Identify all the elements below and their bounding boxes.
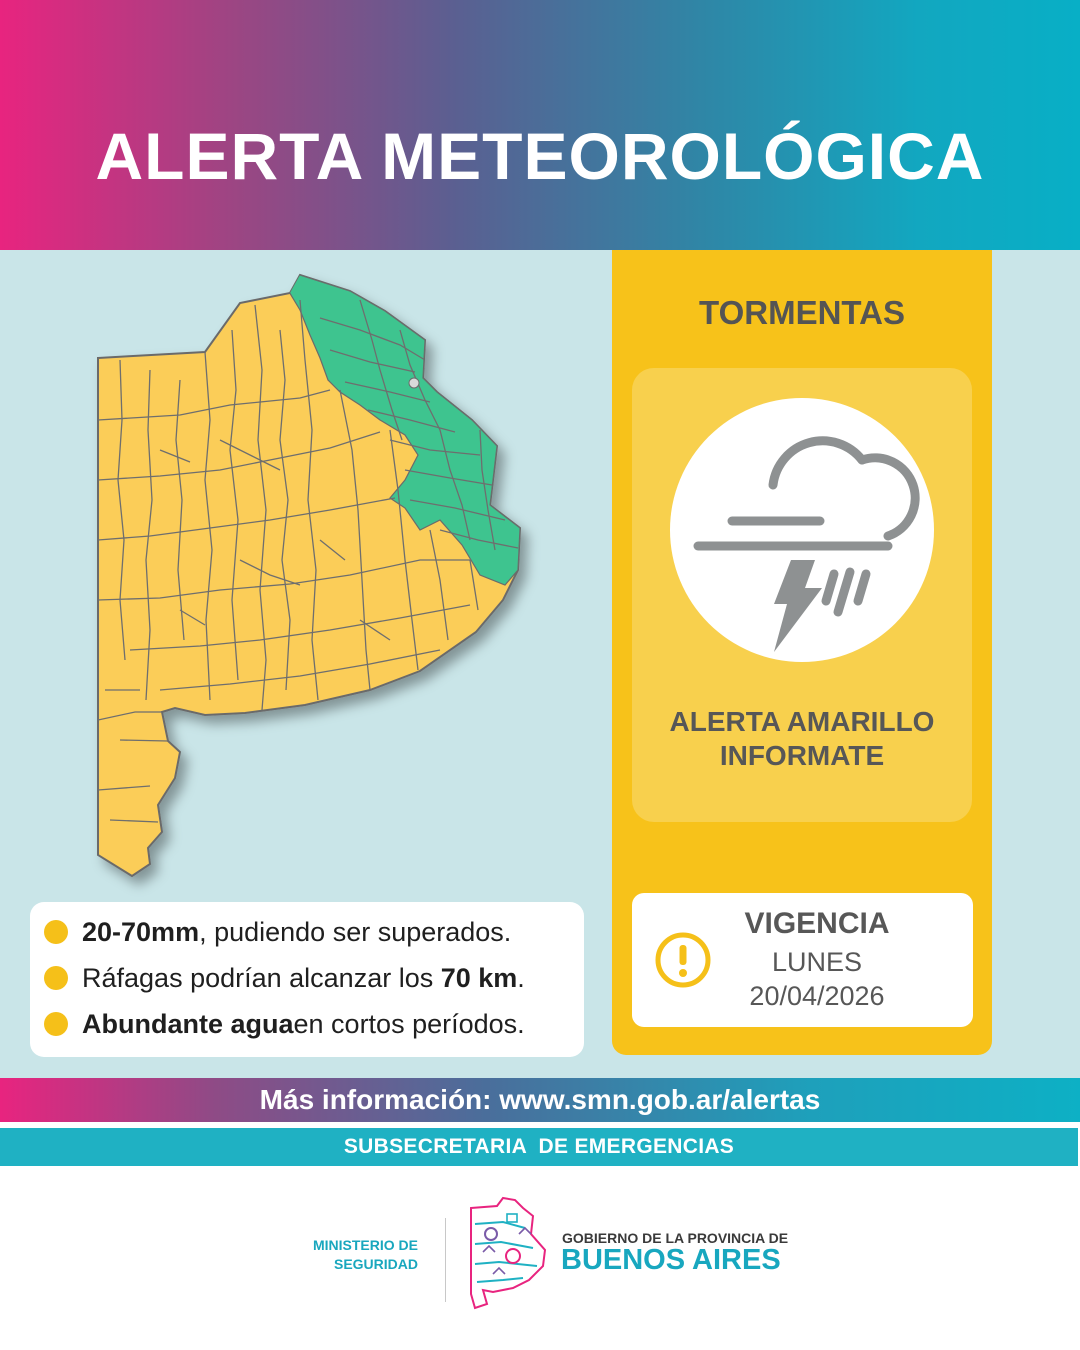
validity-label: VIGENCIA (744, 907, 890, 940)
main-area (0, 250, 1080, 1078)
warning-exclamation-icon (654, 931, 712, 989)
map-amba-marker (409, 378, 419, 388)
subsecretaria-bar (0, 1128, 1078, 1166)
footer (0, 1168, 1080, 1350)
bullet-dot-icon (44, 920, 68, 944)
forecast-legend (30, 902, 584, 1057)
page-title: ALERTA METEOROLÓGICA (95, 119, 985, 193)
alert-card (632, 368, 972, 822)
smn-alerts-link[interactable]: www.smn.gob.ar/alertas (499, 1084, 821, 1115)
header-banner (0, 0, 1080, 250)
subsecretaria-label: SUBSECRETARIA DE EMERGENCIAS (343, 1135, 735, 1158)
bullet-dot-icon (44, 1012, 68, 1036)
ministry-line: MINISTERIO DE (312, 1237, 418, 1253)
more-info-bar (0, 1078, 1080, 1122)
government-line: GOBIERNO DE LA PROVINCIA DE (562, 1230, 789, 1246)
alert-level-sublabel: INFORMATE (719, 740, 885, 771)
ministry-line: SEGURIDAD (333, 1256, 418, 1272)
phenomenon-title: TORMENTAS (699, 294, 905, 331)
legend-item-text: . (517, 962, 525, 993)
map-yellow-alert-zone (98, 275, 520, 876)
province-emblem-icon (463, 1194, 553, 1310)
validity-date: 20/04/2026 (749, 981, 885, 1011)
legend-item-bold: 70 km (440, 962, 518, 993)
alert-panel (612, 250, 992, 1055)
alert-level-label: ALERTA AMARILLO (669, 706, 935, 737)
footer-divider (445, 1218, 446, 1302)
legend-item-text: Ráfagas podrían alcanzar los (82, 962, 434, 993)
validity-card (632, 893, 973, 1027)
icon-badge (670, 398, 934, 662)
storm-cloud-icon (670, 398, 934, 662)
province-map (0, 250, 600, 910)
legend-item-bold: 20-70mm (82, 916, 200, 947)
ministry-logo-text (230, 1236, 418, 1274)
more-info-label: Más información: (259, 1084, 500, 1115)
bullet-dot-icon (44, 966, 68, 990)
legend-item-bold: Abundante agua (82, 1008, 294, 1039)
legend-item-text: , pudiendo ser superados. (199, 916, 512, 947)
legend-item (44, 912, 511, 952)
legend-item-text: en cortos períodos. (293, 1008, 525, 1039)
legend-item (44, 958, 525, 998)
validity-day: LUNES (771, 947, 863, 977)
province-name: BUENOS AIRES (561, 1244, 781, 1276)
legend-item (44, 1004, 525, 1044)
